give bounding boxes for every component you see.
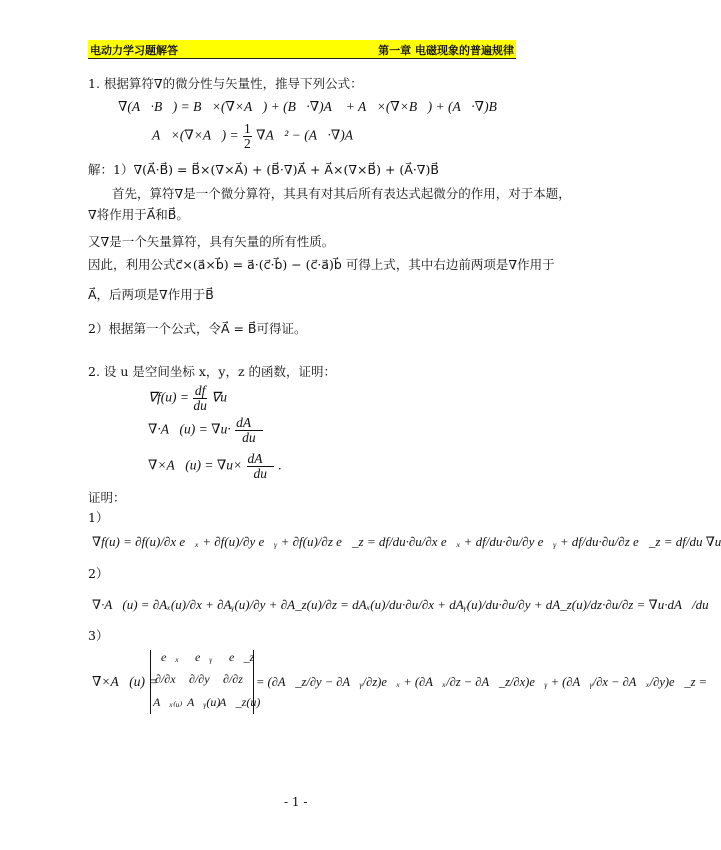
fraction-num: 1	[244, 121, 251, 136]
step-3-formula-left: ∇×A⃗(u) =	[92, 674, 158, 689]
problem-2-title: 2. 设 u 是空间坐标 x，y，z 的函数，证明：	[88, 364, 337, 379]
solution-text-2: ∇将作用于A⃗和B⃗。	[88, 207, 189, 222]
formula-2-left: A⃗×(∇×A⃗) =	[152, 127, 239, 143]
fraction-dA-du	[235, 416, 263, 445]
solution-text-3: 又∇是一个矢量算符，具有矢量的所有性质。	[88, 234, 335, 249]
solution-text-1: 首先，算符∇是一个微分算符，其具有对其后所有表达式起微分的作用，对于本题，	[112, 186, 571, 201]
header-book-title: 电动力学习题解答	[90, 44, 178, 57]
solution-1-line: 解：1）∇(A⃗·B⃗) = B⃗×(∇×A⃗) + (B⃗·∇)A⃗ + A⃗×(∇×B⃗) + (A⃗·∇)B⃗	[88, 162, 439, 177]
fraction-den: du	[242, 430, 256, 445]
det-ez: e⃗_z	[229, 650, 255, 664]
formula-c-right: .	[278, 457, 282, 473]
fraction-dA-du	[247, 452, 275, 481]
page-header	[88, 40, 516, 59]
solution-text-5: A⃗，后两项是∇作用于B⃗	[88, 287, 214, 302]
fraction-num: dA⃗	[247, 451, 274, 466]
fraction-den: du	[193, 398, 207, 413]
formula-a-left: ∇f(u) =	[148, 389, 190, 405]
solution-text-4: 因此，利用公式c⃗×(a⃗×b⃗) = a⃗·(c⃗·b⃗) − (c⃗·a⃗)b⃗ 可得上式，其中右边前两项是∇作用于	[88, 257, 555, 272]
step-1-formula: ∇f(u) = ∂f(u)/∂x e⃗ₓ + ∂f(u)/∂y e⃗ᵧ + ∂f(u)/∂z e⃗_z = df/du·∂u/∂x e⃗ₓ + df/du·∂u/∂y e⃗ᵧ + df/du·∂u/∂z e⃗_z = df/du ∇u	[92, 534, 721, 549]
problem-1-formula-2	[152, 122, 364, 151]
det-d-dz: ∂/∂z	[223, 672, 243, 686]
step-2-formula: ∇·A⃗(u) = ∂Aₓ(u)/∂x + ∂Aᵧ(u)/∂y + ∂A_z(u)/∂z = dAₓ(u)/du·∂u/∂x + dAᵧ(u)/du·∂u/∂y + dA_z(u)/dz·∂u/∂z = ∇u·dA⃗/du	[92, 597, 709, 612]
problem-2-formula-c	[148, 452, 282, 481]
fraction-den: 2	[244, 136, 251, 151]
det-ey: e⃗ᵧ	[195, 650, 213, 664]
step-3-formula-right: = (∂A⃗_z/∂y − ∂A⃗ᵧ/∂z)e⃗ₓ + (∂A⃗ₓ/∂z − ∂A⃗_z/∂x)e⃗ᵧ + (∂A⃗ᵧ/∂x − ∂A⃗ₓ/∂y)e⃗_z =	[256, 675, 708, 689]
header-chapter-title: 第一章 电磁现象的普遍规律	[378, 44, 514, 57]
formula-b-left: ∇·A⃗(u) = ∇u·	[148, 421, 231, 437]
det-Ay: A⃗ᵧ(u)	[187, 695, 221, 709]
proof-label: 证明：	[88, 490, 126, 505]
fraction-half	[243, 122, 252, 151]
formula-a-right: ∇u	[211, 389, 228, 405]
problem-1-formula-1: ∇(A⃗·B⃗) = B⃗×(∇×A⃗) + (B⃗·∇)A⃗ + A⃗×(∇×B⃗) + (A⃗·∇)B⃗	[118, 99, 508, 114]
det-d-dy: ∂/∂y	[189, 672, 210, 686]
step-2-label: 2）	[88, 566, 109, 581]
problem-2-formula-a	[148, 384, 227, 413]
problem-2-formula-b	[148, 416, 264, 445]
problem-1-title: 1. 根据算符∇的微分性与矢量性，推导下列公式：	[88, 76, 363, 91]
step-3-label: 3）	[88, 628, 109, 643]
solution-text-6: 2）根据第一个公式，令A⃗ = B⃗可得证。	[88, 321, 307, 336]
page-number: - 1 -	[284, 795, 308, 809]
formula-2-right: ∇A⃗² − (A⃗·∇)A⃗	[256, 127, 364, 143]
step-1-label: 1）	[88, 510, 109, 525]
det-d-dx: ∂/∂x	[155, 672, 176, 686]
det-ex: e⃗ₓ	[161, 650, 180, 664]
fraction-num: df	[194, 383, 206, 398]
fraction-num: dA⃗	[236, 415, 262, 430]
det-Az: A⃗_z(u)	[219, 695, 261, 709]
fraction-df-du	[193, 384, 207, 413]
fraction-den: du	[253, 466, 268, 481]
det-Ax: A⃗ₓ₍ᵤ₎	[153, 695, 183, 709]
curl-determinant	[150, 650, 261, 714]
formula-c-left: ∇×A⃗(u) = ∇u×	[148, 457, 243, 473]
